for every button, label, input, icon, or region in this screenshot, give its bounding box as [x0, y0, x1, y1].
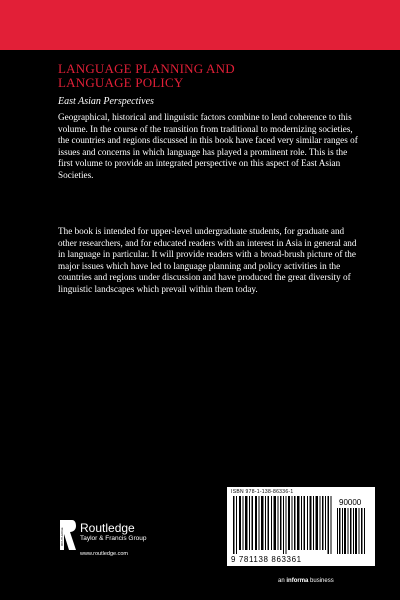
book-subtitle: East Asian Perspectives — [58, 96, 154, 107]
barcode-bars — [231, 496, 371, 556]
logo-vertical-text: ROUTLEDGE — [60, 527, 64, 546]
informa-prefix: an — [278, 578, 285, 584]
informa-suffix: business — [310, 578, 334, 584]
top-color-band — [0, 0, 400, 50]
description-paragraph-2: The book is intended for upper-level undergraduate students, for graduate and other researchers, and for educated readers with an interest in Asia in general and in language in particular. It will provide readers with a broad-brush picture of the major issues which have led to language planning and policy activities in the countries and regions under discussion and have produced the great diversity of linguistic landscapes which prevail within them today. — [58, 226, 357, 294]
description-paragraph-1: Geographical, historical and linguistic factors combine to lend coherence to this volume. In the course of the transition from traditional to modernizing societies, the countries and regions discussed in this book have faced very similar ranges of issues and concerns in which language has played a prominent role. This is the first volume to provide an integrated perspective on this aspect of East Asian Societies. — [58, 112, 358, 180]
publisher-name-block — [80, 521, 146, 543]
book-title — [58, 62, 358, 90]
informa-business-tag — [278, 578, 334, 584]
book-title-line-1: LANGUAGE PLANNING AND — [58, 61, 235, 76]
isbn-barcode — [227, 487, 375, 566]
barcode-number: 9 781138 863361 — [231, 555, 302, 564]
isbn-label: ISBN 978-1-138-86336-1 — [231, 489, 294, 495]
publisher-group: Taylor & Francis Group — [80, 535, 147, 542]
barcode-price-code: 90000 — [339, 498, 362, 507]
informa-brand: informa — [286, 578, 309, 584]
book-title-line-2: LANGUAGE POLICY — [58, 75, 184, 90]
publisher-name: Routledge — [80, 521, 135, 535]
routledge-logo-icon — [57, 519, 77, 551]
publisher-website: www.routledge.com — [80, 551, 128, 557]
